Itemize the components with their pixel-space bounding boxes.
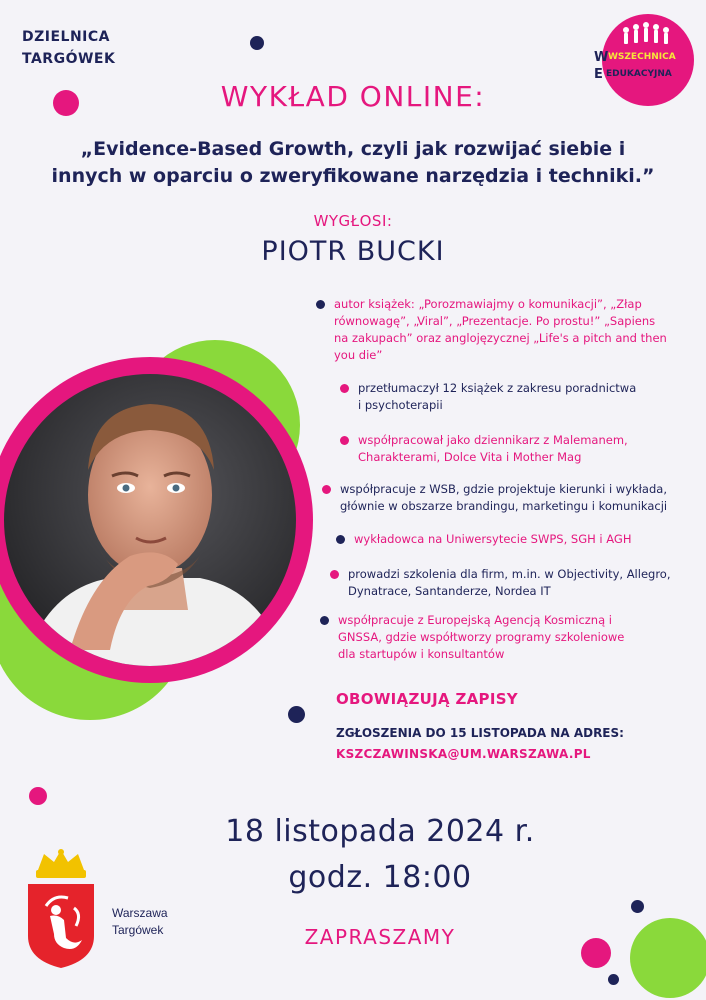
speaker-photo-frame: [0, 320, 330, 740]
bio-line: dla startupów i konsultantów: [338, 647, 505, 661]
registration-email-link[interactable]: KSZCZAWINSKA@UM.WARSZAWA.PL: [336, 747, 591, 761]
bio-line: głównie w obszarze brandingu, marketingu i komunikacji: [340, 499, 668, 513]
bio-item: [336, 531, 696, 548]
bio-line: współpracuje z WSB, gdzie projektuje kierunki i wykłada,: [340, 482, 667, 496]
speaker-name: PIOTR BUCKI: [261, 236, 445, 267]
subtitle-line: innych w oparciu o zweryfikowane narzędzia i techniki.”: [51, 165, 655, 187]
warsaw-crest-icon: [24, 848, 98, 970]
bio-line: równowagę”, „Viral”, „Prezentacje. Po prostu!” „Sapiens: [334, 314, 656, 328]
bullet-dot-icon: [322, 485, 331, 494]
svg-text:E: E: [594, 67, 603, 82]
decor-dot: [608, 974, 619, 985]
bullet-dot-icon: [316, 300, 325, 309]
logo-line2: EDUKACYJNA: [606, 69, 672, 79]
decor-dot: [250, 36, 264, 50]
decor-dot: [29, 787, 47, 805]
bio-line: współpracował jako dziennikarz z Malemanem,: [358, 433, 628, 447]
org-line: Warszawa: [112, 906, 168, 920]
event-date: 18 listopada 2024 r.: [225, 814, 535, 849]
bio-item: [340, 432, 700, 466]
bullet-dot-icon: [336, 535, 345, 544]
decor-dot: [631, 900, 644, 913]
bio-item: [322, 481, 704, 515]
bullet-dot-icon: [320, 616, 329, 625]
subtitle-line: „Evidence-Based Growth, czyli jak rozwijać siebie i: [80, 138, 626, 160]
invite-text: ZAPRASZAMY: [304, 925, 456, 949]
district-line2: TARGÓWEK: [22, 51, 116, 67]
bio-item: [316, 296, 701, 364]
bullet-dot-icon: [330, 570, 339, 579]
registration-deadline: ZGŁOSZENIA DO 15 LISTOPADA NA ADRES:: [336, 726, 624, 740]
bio-line: przetłumaczył 12 książek z zakresu poradnictwa: [358, 381, 637, 395]
speaker-label: WYGŁOSI:: [313, 212, 393, 230]
bio-line: Dynatrace, Santanderze, Nordea IT: [348, 584, 551, 598]
org-line: Targówek: [112, 923, 164, 937]
bio-item: [330, 566, 704, 600]
bio-line: i psychoterapii: [358, 398, 443, 412]
bio-line: na zakupach” oraz anglojęzycznej „Life's a pitch and then: [334, 331, 667, 345]
bullet-dot-icon: [340, 384, 349, 393]
bio-item: [340, 380, 700, 414]
event-title: WYKŁAD ONLINE:: [220, 80, 486, 113]
svg-text:W: W: [594, 50, 609, 65]
event-subtitle: [40, 136, 666, 190]
bio-line: współpracuje z Europejską Agencją Kosmiczną i: [338, 613, 612, 627]
bio-line: you die”: [334, 348, 383, 362]
organization-name: [112, 905, 168, 939]
bio-line: prowadzi szkolenia dla firm, m.in. w Objectivity, Allegro,: [348, 567, 671, 581]
district-line1: DZIELNICA: [22, 29, 111, 45]
bio-line: wykładowca na Uniwersytecie SWPS, SGH i AGH: [354, 532, 632, 546]
bio-line: autor książek: „Porozmawiajmy o komunikacji”, „Złap: [334, 297, 642, 311]
event-time: godz. 18:00: [288, 860, 472, 895]
bullet-dot-icon: [340, 436, 349, 445]
logo-line1: WSZECHNICA: [608, 52, 676, 62]
bio-line: GNSSA, gdzie współtworzy programy szkoleniowe: [338, 630, 625, 644]
bio-item: [320, 612, 700, 663]
district-label: [22, 26, 115, 70]
bio-line: Charakterami, Dolce Vita i Mother Mag: [358, 450, 582, 464]
registration-title: OBOWIĄZUJĄ ZAPISY: [336, 690, 518, 708]
